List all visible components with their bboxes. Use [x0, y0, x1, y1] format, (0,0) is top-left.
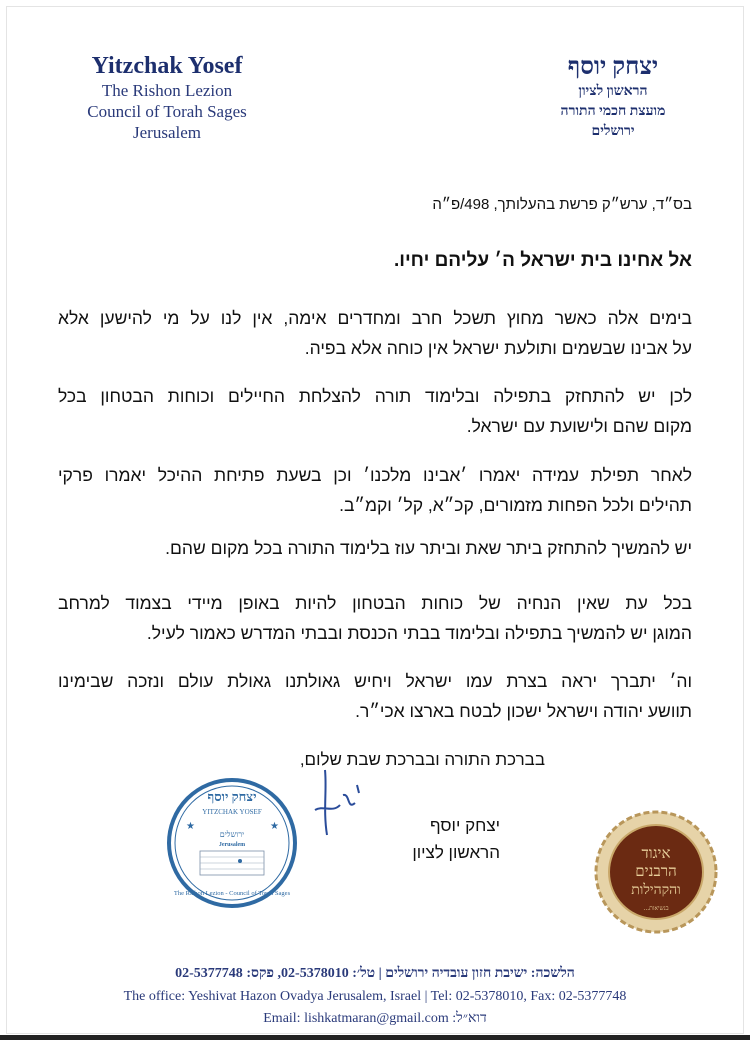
body-line: בימים אלה כאשר מחוץ תשכל חרב ומחדרים אימה, אין לנו על מי להישען אלא	[58, 308, 692, 328]
body-line: לאחר תפילת עמידה יאמרו ׳אבינו מלכנו׳ וכן בשעת פתיחת ההיכל יאמרו פרקי	[58, 465, 692, 485]
letterhead-council-he: מועצת חכמי התורה	[560, 104, 666, 119]
letterhead-name-en: Yitzchak Yosef	[91, 53, 243, 79]
svg-text:הרבנים: הרבנים	[635, 862, 677, 880]
official-stamp	[166, 777, 298, 909]
closing: בברכת התורה ובברכת שבת שלום,	[299, 750, 545, 769]
footer-english: The office: Yeshivat Hazon Ovadya Jerusalem, Israel | Tel: 02-5378010, Fax: 02-5377748	[123, 989, 627, 1004]
body-line: המוגן יש להמשיך בתפילה ובלימוד בבתי הכנסת ובבתי המדרש כאמור לעיל.	[146, 623, 692, 643]
svg-text:איגוד: איגוד	[641, 844, 671, 862]
body-line: וה׳ יתברך יראה בצרת עמו ישראל ויחיש גאולתנו גאולת עולם ונזכה שבימינו	[58, 671, 692, 691]
svg-text:The Rishon Lezion - Council of: The Rishon Lezion - Council of Torah Sages	[173, 890, 291, 897]
letterhead-hebrew	[528, 52, 698, 142]
letterhead-title-he: הראשון לציון	[578, 84, 648, 99]
svg-text:ירושלים: ירושלים	[219, 830, 245, 839]
body-line: על אבינו שבשמים ותולעת ישראל אין כוחה אלא בפיה.	[304, 338, 692, 358]
svg-text:בנשיאות...: בנשיאות...	[643, 905, 669, 912]
footer-email: Email: lishkatmaran@gmail.com :דוא״ל	[263, 1011, 487, 1026]
greeting: אל אחינו בית ישראל ה׳ עליהם יחיו.	[393, 250, 692, 271]
body-line: מקום שהם ולישועת עם ישראל.	[466, 416, 692, 436]
letterhead-city-en: Jerusalem	[133, 123, 201, 142]
body-line: בכל עת שאין הנחיה של כוחות הבטחון להיות באופן מיידי בצמוד למרחב	[58, 593, 692, 613]
signature-name: יצחק יוסף	[429, 816, 500, 835]
body-line: תהילים ולכל הפחות מזמורים, קכ״א, קל׳ וקמ״ב.	[339, 495, 692, 515]
rabbis-union-logo	[594, 810, 718, 934]
letterhead-name-he: יצחק יוסף	[567, 54, 659, 80]
date-line: בס״ד, ערש״ק פרשת בהעלותך, 498/פ״ה	[432, 196, 692, 213]
svg-text:★: ★	[186, 821, 195, 832]
svg-text:והקהילות: והקהילות	[631, 882, 681, 898]
signature-title: הראשון לציון	[412, 843, 500, 862]
body-line: יש להמשיך להתחזק ביתר שאת וביתר עוז בלימוד התורה בכל מקום שהם.	[165, 538, 692, 558]
letterhead-council-en: Council of Torah Sages	[87, 102, 247, 121]
svg-text:YITZCHAK YOSEF: YITZCHAK YOSEF	[202, 808, 262, 816]
footer-hebrew: הלשכה: ישיבת חזון עובדיה ירושלים | טל׳: 02-5378010, פקס: 02-5377748	[175, 966, 575, 981]
letterhead-title-en: The Rishon Lezion	[101, 81, 233, 100]
bottom-bar	[0, 1035, 750, 1040]
handwritten-signature	[305, 765, 365, 840]
svg-text:★: ★	[270, 821, 279, 832]
body-line: לכן יש להתחזק בתפילה ובלימוד תורה להצלחת החיילים וכוחות הבטחון בכל	[58, 386, 692, 406]
body-line: תוושע יהודה וישראל ישכון לבטח בארצו אכי״ר.	[355, 701, 692, 721]
letterhead-english	[62, 52, 272, 143]
svg-text:יצחק יוסף: יצחק יוסף	[207, 789, 257, 804]
svg-text:Jerusalem: Jerusalem	[218, 842, 246, 848]
letterhead-city-he: ירושלים	[591, 124, 635, 139]
